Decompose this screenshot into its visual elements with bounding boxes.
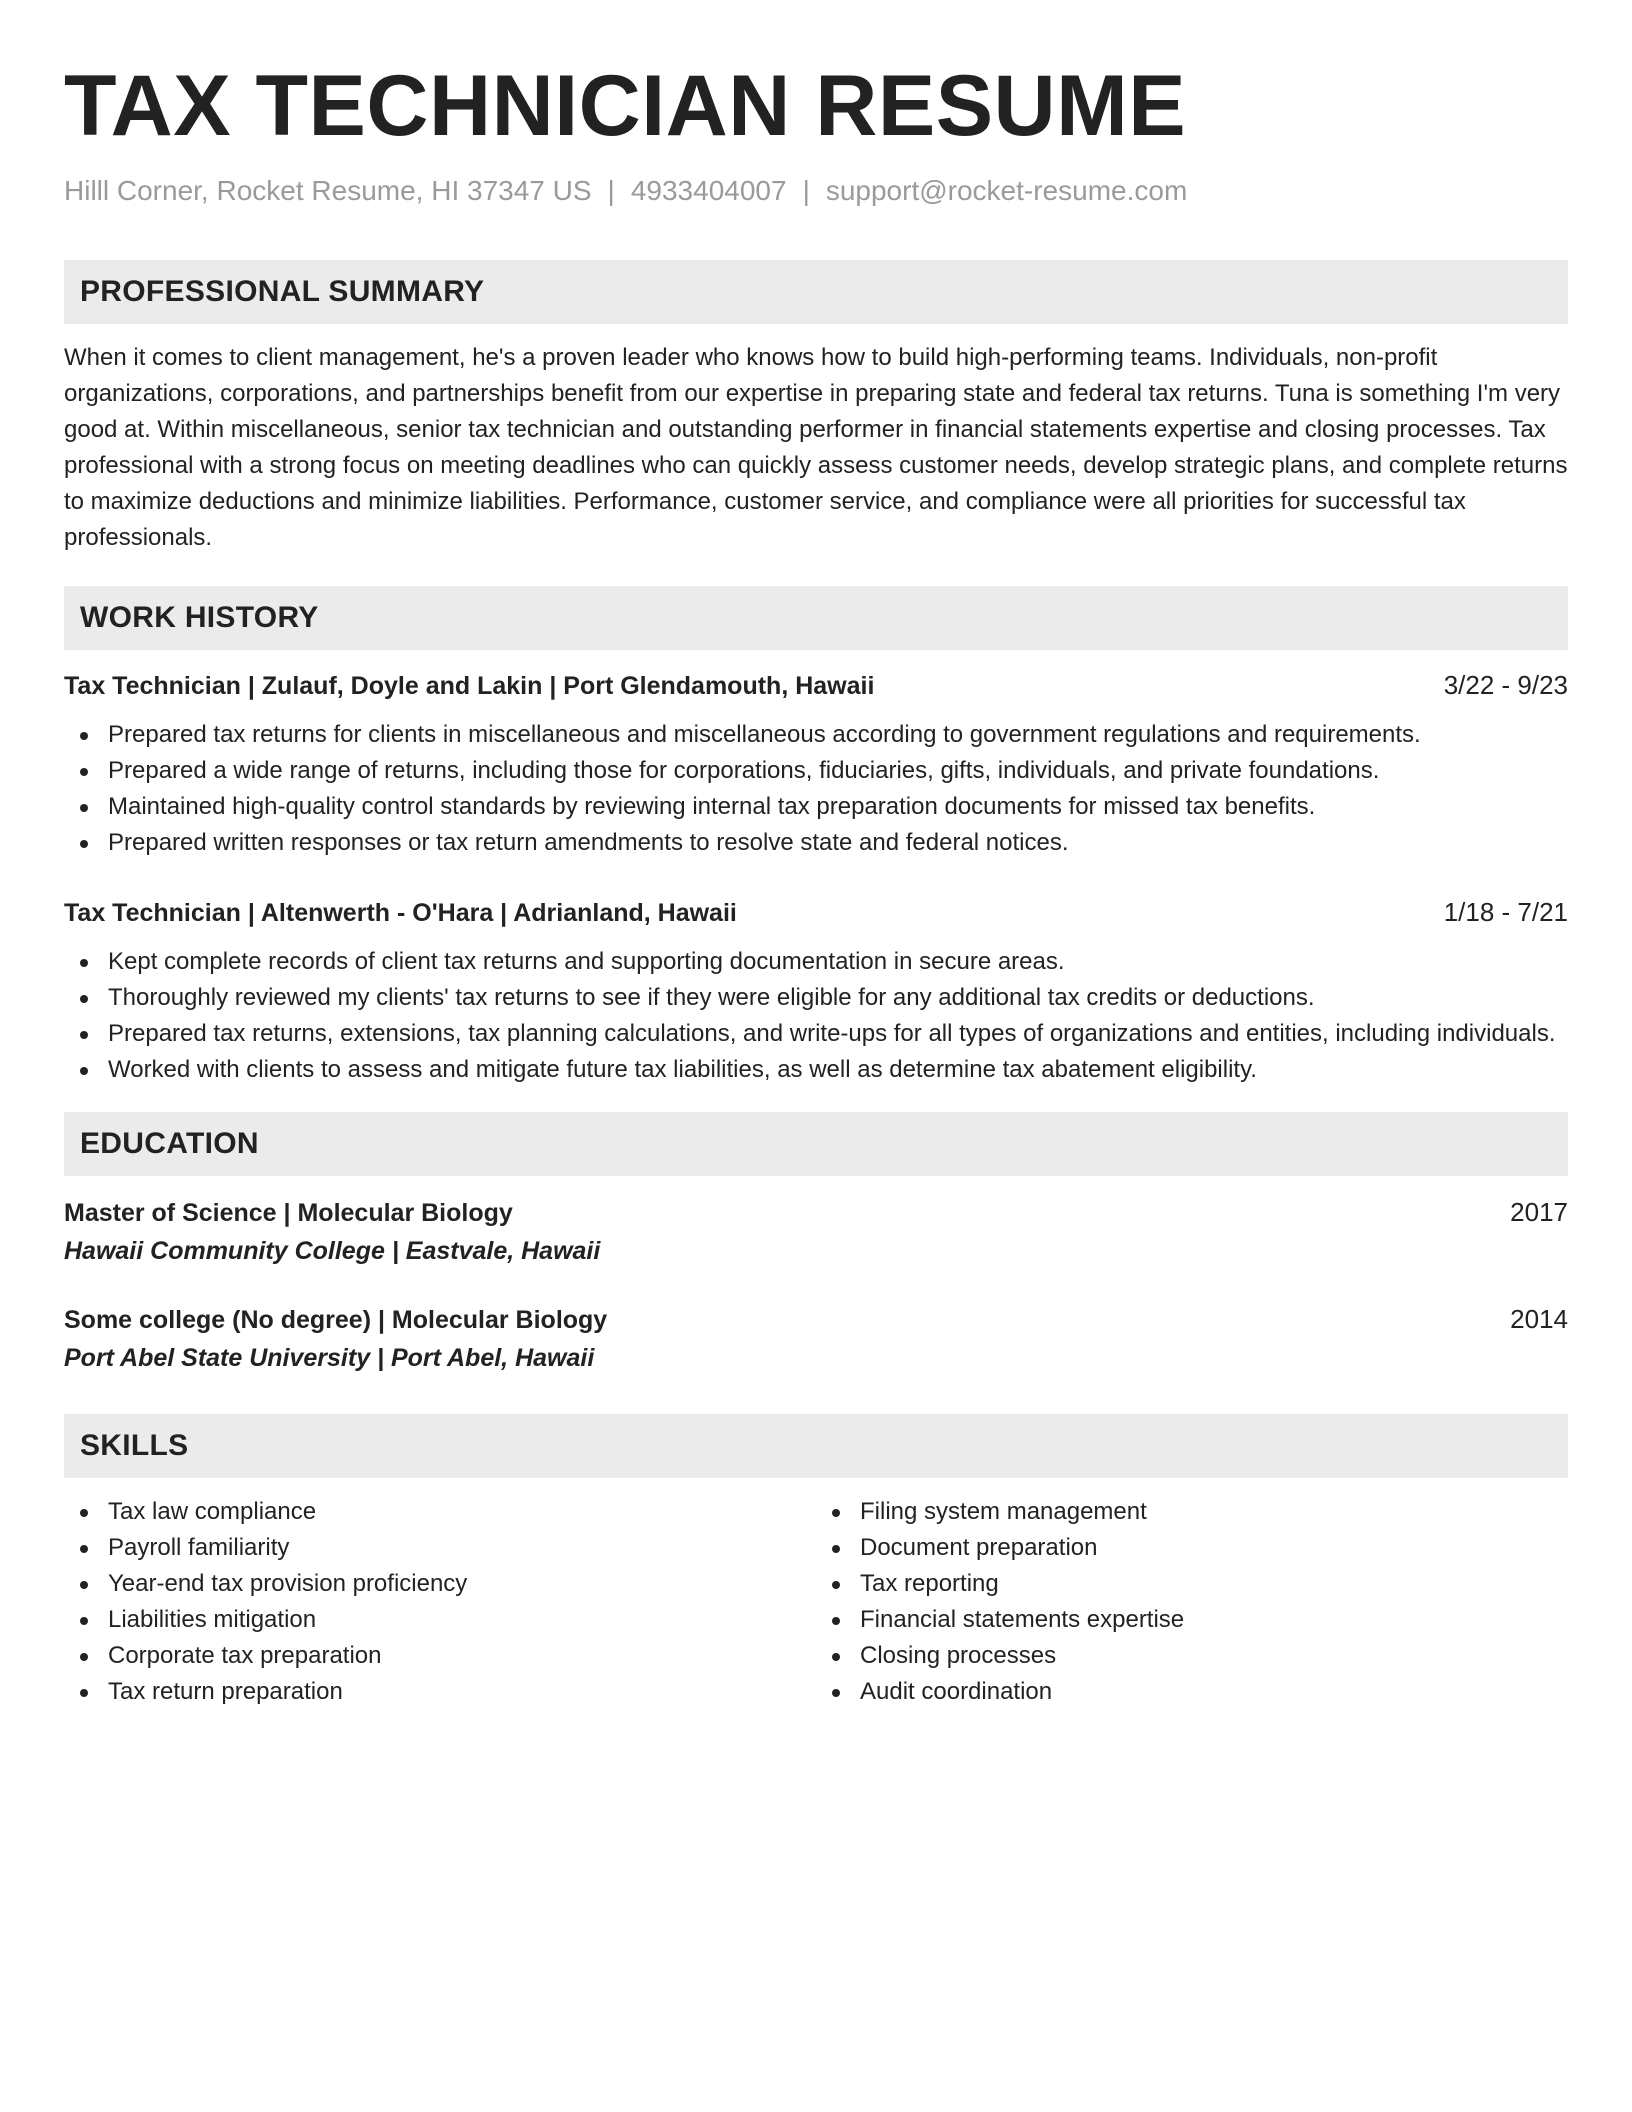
bullet-icon xyxy=(80,959,88,967)
skill-item xyxy=(816,1638,1568,1674)
bullet-icon xyxy=(832,1653,840,1661)
bullet-icon xyxy=(80,840,88,848)
contact-email: support@rocket-resume.com xyxy=(825,175,1188,206)
skills-list xyxy=(816,1494,1568,1710)
job-bullet-text: Prepared tax returns for clients in miscellaneous and miscellaneous according to government regulations and requirements. xyxy=(108,721,1421,748)
skill-item xyxy=(64,1638,816,1674)
job-dates: 1/18 - 7/21 xyxy=(1443,897,1568,927)
bullet-icon xyxy=(80,732,88,740)
skills-list xyxy=(64,1494,816,1710)
education-degree: Some college (No degree) | Molecular Biology xyxy=(64,1306,608,1334)
skill-text: Tax reporting xyxy=(860,1570,999,1597)
contact-separator: | xyxy=(607,175,615,206)
education-entry xyxy=(64,1194,1568,1271)
bullet-icon xyxy=(80,1653,88,1661)
job-header xyxy=(64,668,1568,703)
bullet-icon xyxy=(832,1545,840,1553)
skills-column-right xyxy=(816,1494,1568,1710)
education-year: 2017 xyxy=(1510,1197,1568,1227)
bullet-icon xyxy=(80,804,88,812)
job-bullet xyxy=(64,1052,1568,1088)
bullet-icon xyxy=(80,1031,88,1039)
job-bullet-list xyxy=(64,944,1568,1088)
job-bullet xyxy=(64,1016,1568,1052)
education-header xyxy=(64,1301,1568,1338)
bullet-icon xyxy=(80,1509,88,1517)
bullet-icon xyxy=(80,1545,88,1553)
job-bullet-text: Maintained high-quality control standards by reviewing internal tax preparation documents for missed tax benefits. xyxy=(108,793,1316,820)
skill-item xyxy=(64,1602,816,1638)
contact-phone: 4933404007 xyxy=(630,175,787,206)
skill-item xyxy=(816,1602,1568,1638)
skill-text: Audit coordination xyxy=(860,1678,1053,1705)
summary-text: When it comes to client management, he's a proven leader who knows how to build high-performing teams. Individuals, non-profit organizations, corporations, and partnerships benefit from our expertise in preparing state and federal tax returns. Tuna is something I'm very good at. Within miscellaneous, senior tax technician and outstanding performer in financial statements expertise and closing processes. Tax professional with a strong focus on meeting deadlines who can quickly assess customer needs, develop strategic plans, and complete returns to maximize deductions and minimize liabilities. Performance, customer service, and compliance were all priorities for successful tax professionals. xyxy=(64,344,1568,551)
job-header xyxy=(64,895,1568,930)
skill-text: Filing system management xyxy=(860,1498,1147,1525)
contact-address: Hilll Corner, Rocket Resume, HI 37347 US xyxy=(64,175,592,206)
education-header xyxy=(64,1194,1568,1231)
job-dates: 3/22 - 9/23 xyxy=(1443,670,1568,700)
skills-grid xyxy=(64,1494,1568,1710)
skill-item xyxy=(64,1494,816,1530)
skill-text: Document preparation xyxy=(860,1534,1098,1561)
section-header-skills: SKILLS xyxy=(64,1414,1568,1478)
education-degree: Master of Science | Molecular Biology xyxy=(64,1199,513,1227)
skill-text: Corporate tax preparation xyxy=(108,1642,382,1669)
job-bullet-text: Worked with clients to assess and mitigate future tax liabilities, as well as determine tax abatement eligibility. xyxy=(108,1056,1257,1083)
job-bullet xyxy=(64,980,1568,1016)
skill-item xyxy=(64,1530,816,1566)
bullet-icon xyxy=(80,995,88,1003)
bullet-icon xyxy=(80,1581,88,1589)
education-entry xyxy=(64,1301,1568,1378)
job-bullet xyxy=(64,944,1568,980)
job-bullet xyxy=(64,717,1568,753)
skill-item xyxy=(816,1566,1568,1602)
skill-item xyxy=(64,1566,816,1602)
skill-text: Liabilities mitigation xyxy=(108,1606,317,1633)
job-bullet xyxy=(64,789,1568,825)
job-entry xyxy=(64,668,1568,861)
section-header-summary: PROFESSIONAL SUMMARY xyxy=(64,260,1568,324)
skill-item xyxy=(816,1530,1568,1566)
bullet-icon xyxy=(832,1509,840,1517)
contact-separator: | xyxy=(802,175,810,206)
skill-item xyxy=(816,1494,1568,1530)
education-year: 2014 xyxy=(1510,1304,1568,1334)
skill-text: Tax return preparation xyxy=(108,1678,343,1705)
bullet-icon xyxy=(832,1689,840,1697)
job-title: Tax Technician | Altenwerth - O'Hara | Adrianland, Hawaii xyxy=(64,899,737,927)
job-bullet xyxy=(64,753,1568,789)
section-header-education: EDUCATION xyxy=(64,1112,1568,1176)
education-school: Hawaii Community College | Eastvale, Hawaii xyxy=(64,1237,601,1265)
bullet-icon xyxy=(832,1581,840,1589)
job-bullet-text: Thoroughly reviewed my clients' tax returns to see if they were eligible for any additional tax credits or deductions. xyxy=(108,984,1315,1011)
education-school: Port Abel State University | Port Abel, Hawaii xyxy=(64,1344,595,1372)
job-bullet-text: Prepared a wide range of returns, including those for corporations, fiduciaries, gifts, individuals, and private foundations. xyxy=(108,757,1380,784)
skill-item xyxy=(64,1674,816,1710)
resume-title: TAX TECHNICIAN RESUME xyxy=(64,58,1187,154)
bullet-icon xyxy=(80,1617,88,1625)
job-title: Tax Technician | Zulauf, Doyle and Lakin | Port Glendamouth, Hawaii xyxy=(64,672,875,700)
skill-text: Financial statements expertise xyxy=(860,1606,1185,1633)
job-bullet-list xyxy=(64,717,1568,861)
job-bullet xyxy=(64,825,1568,861)
bullet-icon xyxy=(80,1689,88,1697)
job-bullet-text: Kept complete records of client tax returns and supporting documentation in secure areas. xyxy=(108,948,1065,975)
job-bullet-text: Prepared tax returns, extensions, tax planning calculations, and write-ups for all types of organizations and entities, including individuals. xyxy=(108,1020,1556,1047)
skill-text: Payroll familiarity xyxy=(108,1534,290,1561)
skill-text: Closing processes xyxy=(860,1642,1057,1669)
bullet-icon xyxy=(80,768,88,776)
contact-line xyxy=(64,174,1568,208)
job-entry xyxy=(64,895,1568,1088)
skills-column-left xyxy=(64,1494,816,1710)
skill-text: Year-end tax provision proficiency xyxy=(108,1570,468,1597)
skill-item xyxy=(816,1674,1568,1710)
job-bullet-text: Prepared written responses or tax return amendments to resolve state and federal notices. xyxy=(108,829,1069,856)
section-header-work-history: WORK HISTORY xyxy=(64,586,1568,650)
bullet-icon xyxy=(80,1067,88,1075)
bullet-icon xyxy=(832,1617,840,1625)
skill-text: Tax law compliance xyxy=(108,1498,317,1525)
